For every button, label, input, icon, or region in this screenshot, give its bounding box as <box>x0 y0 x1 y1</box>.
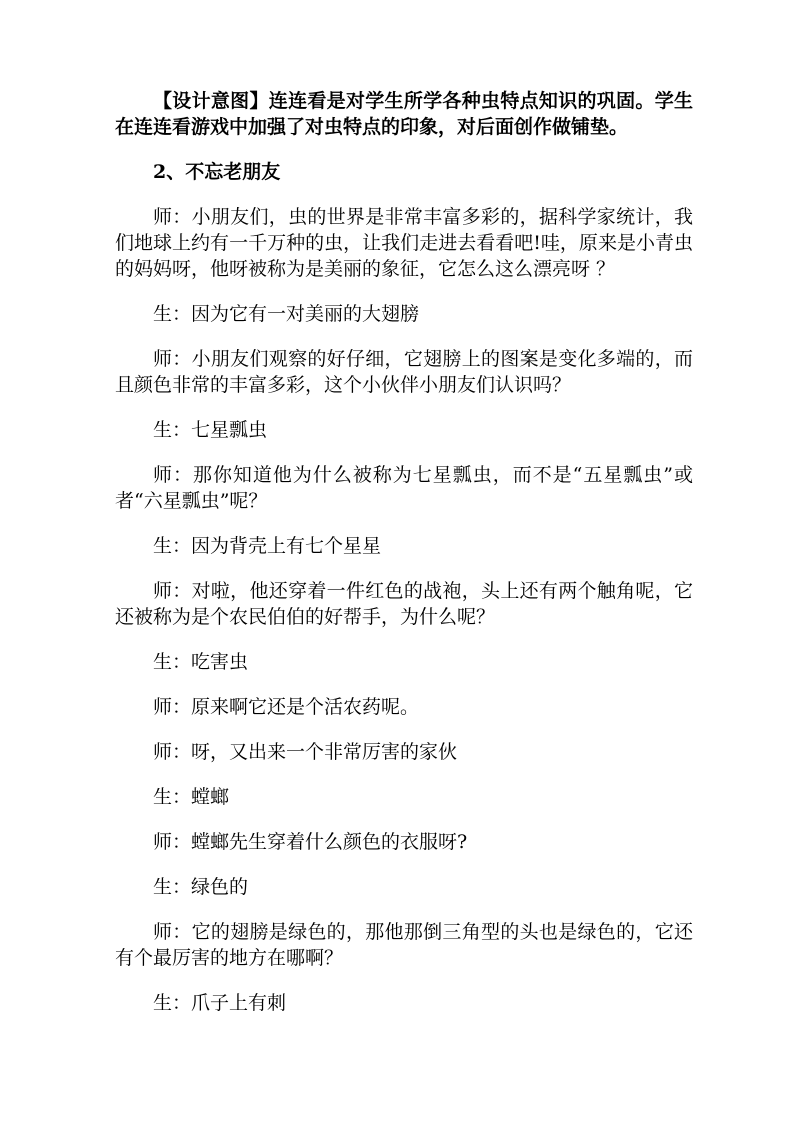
dialogue-line: 师：螳螂先生穿着什么颜色的衣服呀? <box>153 831 468 853</box>
section-heading: 2、不忘老朋友 <box>153 161 281 183</box>
dialogue-line: 师：小朋友们观察的好仔细，它翅膀上的图案是变化多端的，而且颜色非常的丰富多彩，这个小伙伴小朋友们认识吗？ <box>115 348 693 396</box>
dialogue-line: 师：对啦，他还穿着一件红色的战袍，头上还有两个触角呢，它还被称为是个农民伯伯的好帮手，为什么呢？ <box>115 580 693 628</box>
dialogue-line: 师：呀，又出来一个非常厉害的家伙 <box>153 741 458 763</box>
dialogue-line: 师：小朋友们，虫的世界是非常丰富多彩的，据科学家统计，我们地球上约有一千万种的虫，让我们走进去看看吧!哇，原来是小青虫的妈妈呀，他呀被称为是美丽的象征，它怎么这么漂亮呀 ？ <box>115 206 693 280</box>
dialogue-line: 生：七星瓢虫 <box>153 419 268 441</box>
dialogue-line: 师：它的翅膀是绿色的，那他那倒三角型的头也是绿色的，它还有个最厉害的地方在哪啊？ <box>115 921 693 969</box>
dialogue-line: 生：螳螂 <box>153 786 230 808</box>
dialogue-line: 生：爪子上有刺 <box>153 992 287 1014</box>
dialogue-line: 师：原来啊它还是个活农药呢。 <box>153 696 420 718</box>
design-intent-paragraph: 【设计意图】连连看是对学生所学各种虫特点知识的巩固。学生在连连看游戏中加强了对虫特点的印象，对后面创作做铺垫。 <box>115 90 693 138</box>
dialogue-line: 师：那你知道他为什么被称为七星瓢虫，而不是“五星瓢虫”或者“六星瓢虫”呢？ <box>115 464 693 512</box>
dialogue-line: 生：吃害虫 <box>153 651 249 673</box>
document-page <box>115 88 693 1035</box>
dialogue-line: 生：因为它有一对美丽的大翅膀 <box>153 303 420 325</box>
dialogue-line: 生：因为背壳上有七个星星 <box>153 535 382 557</box>
dialogue-line: 生：绿色的 <box>153 876 249 898</box>
